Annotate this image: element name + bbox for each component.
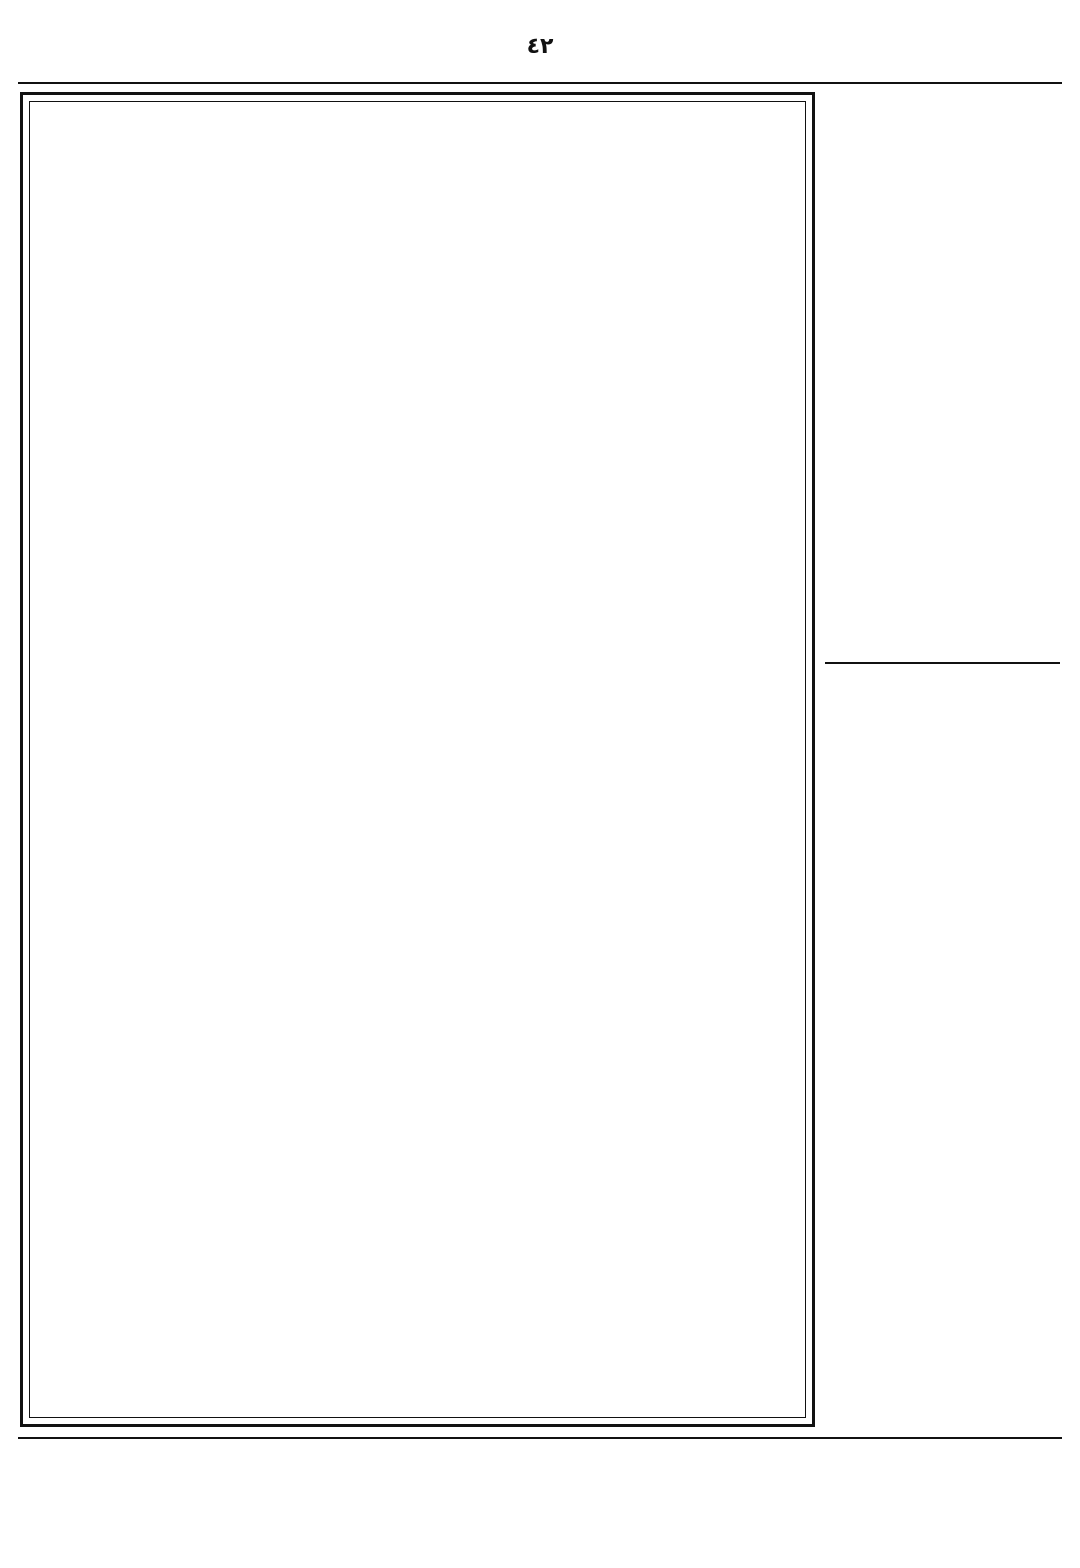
side-column (825, 92, 1060, 1427)
side-commentary-bottom (825, 672, 1060, 1392)
side-rule (825, 662, 1060, 664)
main-text-frame (20, 92, 815, 1427)
footer-text (18, 1437, 1062, 1547)
page-header (18, 16, 1062, 78)
page-number: ٤٢ (526, 33, 554, 59)
side-commentary-top (825, 92, 1060, 652)
header-rule (18, 82, 1062, 84)
